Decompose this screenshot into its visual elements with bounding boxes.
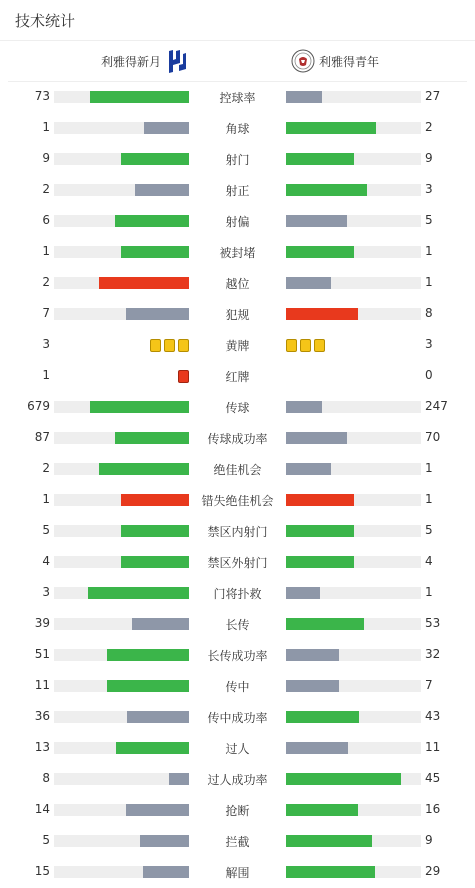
stat-row — [0, 702, 475, 733]
stat-row — [0, 361, 475, 392]
home-stat-bar — [121, 525, 189, 537]
home-stat-bar-track — [54, 277, 189, 289]
stat-row — [0, 175, 475, 206]
stat-row — [0, 795, 475, 826]
away-stat-bar — [286, 680, 339, 692]
away-stat-value: 1 — [425, 461, 433, 475]
away-team-name: 利雅得青年 — [319, 55, 380, 69]
stat-row — [0, 485, 475, 516]
away-stat-bar-track — [286, 525, 421, 537]
away-stat-bar — [286, 804, 358, 816]
home-stat-value: 9 — [42, 151, 50, 165]
home-stat-bar — [127, 711, 189, 723]
home-stat-bar-track — [54, 308, 189, 320]
stat-label: 射门 — [225, 153, 250, 167]
away-stat-bar-track — [286, 91, 421, 103]
yellow-card-icon — [164, 339, 175, 352]
home-stat-value: 39 — [34, 616, 50, 630]
stat-row — [0, 299, 475, 330]
stat-row — [0, 330, 475, 361]
away-stat-value: 11 — [425, 740, 441, 754]
home-stat-value: 679 — [27, 399, 50, 413]
stat-row — [0, 640, 475, 671]
away-stat-value: 53 — [425, 616, 441, 630]
home-stat-bar-track — [54, 835, 189, 847]
away-stat-value: 9 — [425, 833, 433, 847]
home-stat-value: 1 — [42, 492, 50, 506]
away-stat-bar-track — [286, 277, 421, 289]
away-stat-bar-track — [286, 215, 421, 227]
stat-row — [0, 237, 475, 268]
away-stat-bar — [286, 711, 359, 723]
stat-label: 错失绝佳机会 — [201, 494, 274, 508]
stat-label: 传中成功率 — [207, 711, 268, 725]
home-stat-bar — [99, 277, 189, 289]
home-stat-bar — [115, 432, 189, 444]
stat-label: 禁区外射门 — [207, 556, 268, 570]
away-stat-bar — [286, 866, 375, 878]
stat-row — [0, 578, 475, 609]
home-stat-bar-track — [54, 184, 189, 196]
home-stat-bar-track — [54, 618, 189, 630]
home-stat-value: 73 — [34, 89, 50, 103]
away-stat-value: 2 — [425, 120, 433, 134]
away-stat-bar — [286, 308, 358, 320]
stat-label: 红牌 — [225, 370, 250, 384]
away-stat-bar — [286, 91, 322, 103]
away-stat-value: 29 — [425, 864, 441, 878]
home-stat-bar-track — [54, 866, 189, 878]
home-stat-bar-track — [54, 494, 189, 506]
home-stat-bar-track — [54, 246, 189, 258]
home-stat-bar — [90, 91, 189, 103]
away-stat-bar-track — [286, 866, 421, 878]
stat-row — [0, 268, 475, 299]
stat-label: 被封堵 — [219, 246, 256, 260]
away-stat-bar-track — [286, 246, 421, 258]
yellow-card-icon — [314, 339, 325, 352]
home-stat-bar-track — [54, 432, 189, 444]
home-stat-bar — [115, 215, 189, 227]
home-stat-bar-track — [54, 773, 189, 785]
away-stat-bar — [286, 494, 354, 506]
away-stat-bar-track — [286, 618, 421, 630]
away-stat-value: 1 — [425, 585, 433, 599]
away-stat-bar — [286, 742, 348, 754]
stat-label: 过人成功率 — [207, 773, 268, 787]
away-stat-bar-track — [286, 649, 421, 661]
away-stat-value: 3 — [425, 337, 433, 351]
home-stat-value: 11 — [34, 678, 50, 692]
stat-label: 传球 — [225, 401, 250, 415]
stat-row — [0, 826, 475, 857]
away-stat-value: 0 — [425, 368, 433, 382]
away-stat-bar — [286, 122, 376, 134]
home-team-name: 利雅得新月 — [100, 55, 161, 69]
away-stat-value: 70 — [425, 430, 441, 444]
home-stat-value: 15 — [34, 864, 50, 878]
away-stat-value: 1 — [425, 244, 433, 258]
away-stat-value: 5 — [425, 213, 433, 227]
away-stat-bar-track — [286, 122, 421, 134]
home-stat-bar-track — [54, 153, 189, 165]
stat-label: 射正 — [225, 184, 250, 198]
away-stat-bar — [286, 649, 339, 661]
away-stat-bar-track — [286, 308, 421, 320]
away-stat-bar — [286, 556, 354, 568]
away-stat-bar-track — [286, 804, 421, 816]
home-stat-bar — [116, 742, 189, 754]
home-stat-value: 4 — [42, 554, 50, 568]
red-card-icon — [178, 370, 189, 383]
stat-label: 角球 — [225, 122, 250, 136]
away-stat-value: 16 — [425, 802, 441, 816]
home-stat-value: 6 — [42, 213, 50, 227]
away-stat-value: 9 — [425, 151, 433, 165]
away-stat-bar — [286, 618, 364, 630]
away-stat-bar-track — [286, 742, 421, 754]
stat-row — [0, 764, 475, 795]
away-stat-bar-track — [286, 432, 421, 444]
home-stat-value: 51 — [34, 647, 50, 661]
home-stat-bar-track — [54, 525, 189, 537]
stat-label: 解围 — [225, 866, 250, 880]
away-stat-bar-track — [286, 401, 421, 413]
stat-label: 控球率 — [219, 91, 256, 105]
home-stat-bar-track — [54, 711, 189, 723]
home-stat-bar — [121, 556, 189, 568]
away-stat-value: 1 — [425, 275, 433, 289]
home-stat-bar-track — [54, 91, 189, 103]
home-cards — [150, 339, 189, 352]
stat-row — [0, 733, 475, 764]
stat-row — [0, 671, 475, 702]
away-stat-value: 3 — [425, 182, 433, 196]
stat-label: 越位 — [225, 277, 250, 291]
home-stat-bar — [144, 122, 189, 134]
home-stat-bar — [121, 246, 189, 258]
away-stat-bar — [286, 277, 331, 289]
away-stat-value: 5 — [425, 523, 433, 537]
home-stat-bar-track — [54, 742, 189, 754]
home-stat-bar-track — [54, 556, 189, 568]
away-stat-bar — [286, 432, 347, 444]
home-stat-value: 3 — [42, 585, 50, 599]
home-stat-value: 2 — [42, 275, 50, 289]
home-stat-value: 8 — [42, 771, 50, 785]
home-stat-value: 36 — [34, 709, 50, 723]
away-team-logo-icon — [291, 49, 315, 73]
stat-row — [0, 423, 475, 454]
home-stat-bar-track — [54, 122, 189, 134]
stat-label: 拦截 — [225, 835, 250, 849]
home-stat-value: 13 — [34, 740, 50, 754]
away-stat-bar-track — [286, 773, 421, 785]
yellow-card-icon — [300, 339, 311, 352]
stat-label: 门将扑救 — [213, 587, 262, 601]
stat-row — [0, 516, 475, 547]
home-stat-bar — [135, 184, 189, 196]
home-stat-value: 7 — [42, 306, 50, 320]
stat-row — [0, 857, 475, 888]
away-stat-value: 247 — [425, 399, 448, 413]
home-stat-bar — [132, 618, 189, 630]
away-stat-value: 4 — [425, 554, 433, 568]
stat-label: 绝佳机会 — [213, 463, 262, 477]
away-cards — [286, 339, 325, 352]
home-stat-bar-track — [54, 587, 189, 599]
home-stat-value: 1 — [42, 120, 50, 134]
stat-row — [0, 547, 475, 578]
stat-row — [0, 609, 475, 640]
stat-row — [0, 113, 475, 144]
home-stat-value: 87 — [34, 430, 50, 444]
stat-row — [0, 454, 475, 485]
away-stat-bar — [286, 773, 401, 785]
stat-row — [0, 144, 475, 175]
page-title: 技术统计 — [15, 12, 76, 30]
teams-header — [8, 41, 467, 82]
stat-label: 禁区内射门 — [207, 525, 268, 539]
home-stat-bar — [140, 835, 189, 847]
stat-row — [0, 392, 475, 423]
yellow-card-icon — [286, 339, 297, 352]
header — [0, 0, 475, 41]
home-stat-value: 3 — [42, 337, 50, 351]
away-stat-bar — [286, 587, 320, 599]
home-stat-bar — [121, 153, 189, 165]
home-stat-bar — [99, 463, 189, 475]
stats-list — [0, 82, 475, 888]
home-stat-bar — [107, 649, 189, 661]
home-stat-bar — [107, 680, 189, 692]
away-stat-bar — [286, 835, 372, 847]
away-stat-bar — [286, 246, 354, 258]
yellow-card-icon — [178, 339, 189, 352]
stat-label: 传球成功率 — [207, 432, 268, 446]
away-stat-bar — [286, 184, 367, 196]
home-stat-bar-track — [54, 649, 189, 661]
away-stat-bar — [286, 525, 354, 537]
away-stat-value: 7 — [425, 678, 433, 692]
home-team-logo-icon — [166, 48, 188, 74]
away-stat-value: 1 — [425, 492, 433, 506]
home-stat-bar-track — [54, 680, 189, 692]
away-stat-value: 43 — [425, 709, 441, 723]
stat-label: 犯规 — [225, 308, 250, 322]
home-stat-bar — [126, 308, 189, 320]
away-stat-bar — [286, 153, 354, 165]
stat-label: 长传成功率 — [207, 649, 268, 663]
away-stat-value: 27 — [425, 89, 441, 103]
stat-label: 长传 — [225, 618, 250, 632]
home-stat-bar — [88, 587, 189, 599]
away-stat-bar-track — [286, 494, 421, 506]
home-stat-value: 5 — [42, 833, 50, 847]
home-stat-bar — [169, 773, 189, 785]
away-stat-bar-track — [286, 711, 421, 723]
stat-row — [0, 206, 475, 237]
yellow-card-icon — [150, 339, 161, 352]
home-stat-bar-track — [54, 401, 189, 413]
away-stat-bar-track — [286, 184, 421, 196]
away-stat-bar-track — [286, 463, 421, 475]
stat-label: 过人 — [225, 742, 250, 756]
home-stat-value: 1 — [42, 368, 50, 382]
home-stat-bar-track — [54, 463, 189, 475]
away-stat-bar — [286, 401, 322, 413]
away-stat-value: 45 — [425, 771, 441, 785]
home-stat-bar — [121, 494, 189, 506]
away-stat-value: 32 — [425, 647, 441, 661]
home-stat-value: 2 — [42, 182, 50, 196]
home-stat-value: 5 — [42, 523, 50, 537]
home-stat-bar-track — [54, 215, 189, 227]
stat-label: 黄牌 — [225, 339, 250, 353]
home-stat-value: 1 — [42, 244, 50, 258]
stat-label: 抢断 — [225, 804, 250, 818]
away-stat-bar-track — [286, 680, 421, 692]
home-stat-bar-track — [54, 804, 189, 816]
away-stat-value: 8 — [425, 306, 433, 320]
home-stat-bar — [126, 804, 189, 816]
away-stat-bar-track — [286, 556, 421, 568]
home-cards — [178, 370, 189, 383]
stat-label: 射偏 — [225, 215, 250, 229]
home-stat-bar — [90, 401, 189, 413]
stat-row — [0, 82, 475, 113]
away-stat-bar-track — [286, 153, 421, 165]
home-stat-bar — [143, 866, 189, 878]
stat-label: 传中 — [225, 680, 250, 694]
away-stat-bar-track — [286, 835, 421, 847]
home-stat-value: 14 — [34, 802, 50, 816]
away-stat-bar — [286, 215, 347, 227]
home-stat-value: 2 — [42, 461, 50, 475]
away-stat-bar — [286, 463, 331, 475]
away-stat-bar-track — [286, 587, 421, 599]
